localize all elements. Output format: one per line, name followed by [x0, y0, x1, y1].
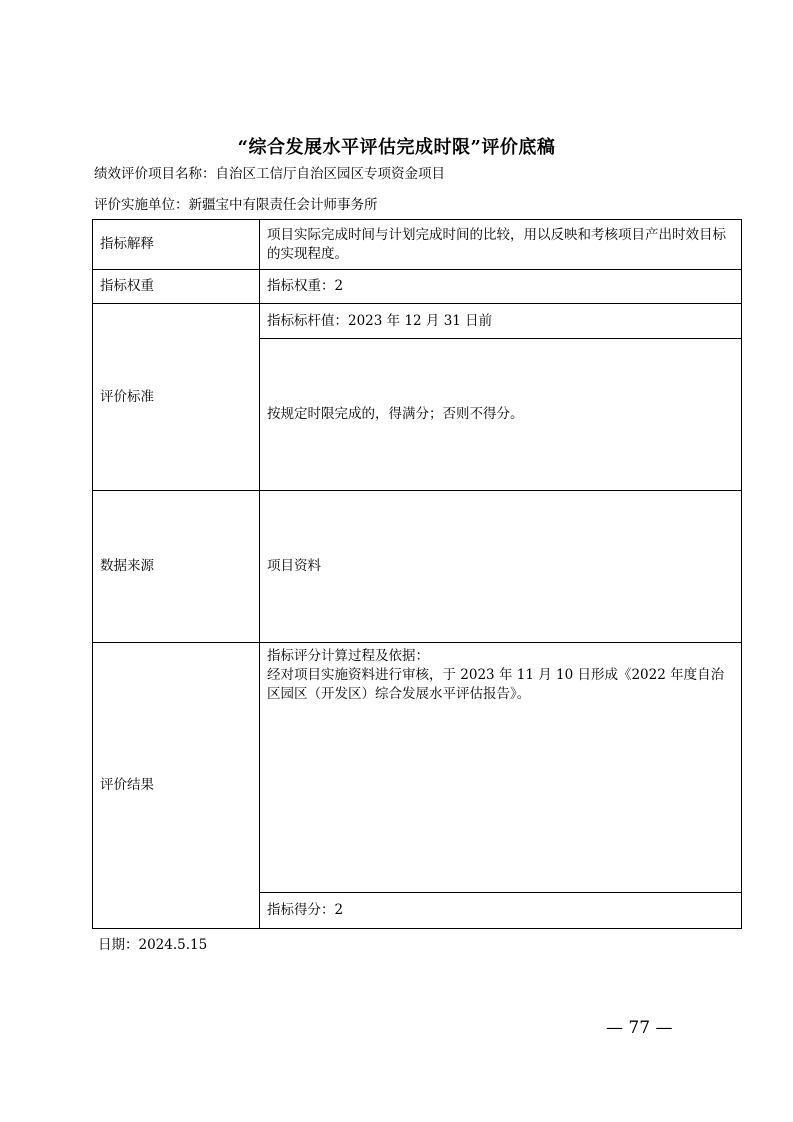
table-row: [93, 491, 742, 643]
indicator-explanation-label: 指标解释: [93, 220, 260, 270]
table-row: [93, 220, 742, 270]
project-name: 绩效评价项目名称：自治区工信厅自治区园区专项资金项目: [94, 166, 445, 182]
process-text: 经对项目实施资料进行审核，于 2023 年 11 月 10 日形成《2022 年度自治区园区（开发区）综合发展水平评估报告》。: [267, 667, 725, 702]
evaluation-process-cell: [260, 643, 742, 893]
page-number: — 77 —: [606, 1018, 673, 1038]
process-title: 指标评分计算过程及依据：: [267, 648, 429, 664]
evaluation-criteria: 按规定时限完成的，得满分；否则不得分。: [260, 339, 742, 491]
indicator-explanation-value: 项目实际完成时间与计划完成时间的比较，用以反映和考核项目产出时效目标的实现程度。: [260, 220, 742, 270]
document-date: 日期：2024.5.15: [98, 937, 208, 953]
evaluation-table: [92, 219, 742, 929]
document-title: “综合发展水平评估完成时限”评价底稿: [237, 137, 556, 158]
data-source-value: 项目资料: [260, 491, 742, 643]
table-row: [93, 643, 742, 893]
evaluation-result-label: 评价结果: [93, 643, 260, 929]
data-source-label: 数据来源: [93, 491, 260, 643]
evaluation-standard-label: 评价标准: [93, 304, 260, 491]
indicator-weight-value: 指标权重：2: [260, 270, 742, 304]
indicator-weight-label: 指标权重: [93, 270, 260, 304]
evaluation-unit: 评价实施单位：新疆宝中有限责任会计师事务所: [94, 197, 378, 213]
benchmark-value: 指标标杆值：2023 年 12 月 31 日前: [260, 304, 742, 339]
indicator-score: 指标得分：2: [260, 893, 742, 929]
table-row: [93, 304, 742, 339]
table-row: [93, 270, 742, 304]
